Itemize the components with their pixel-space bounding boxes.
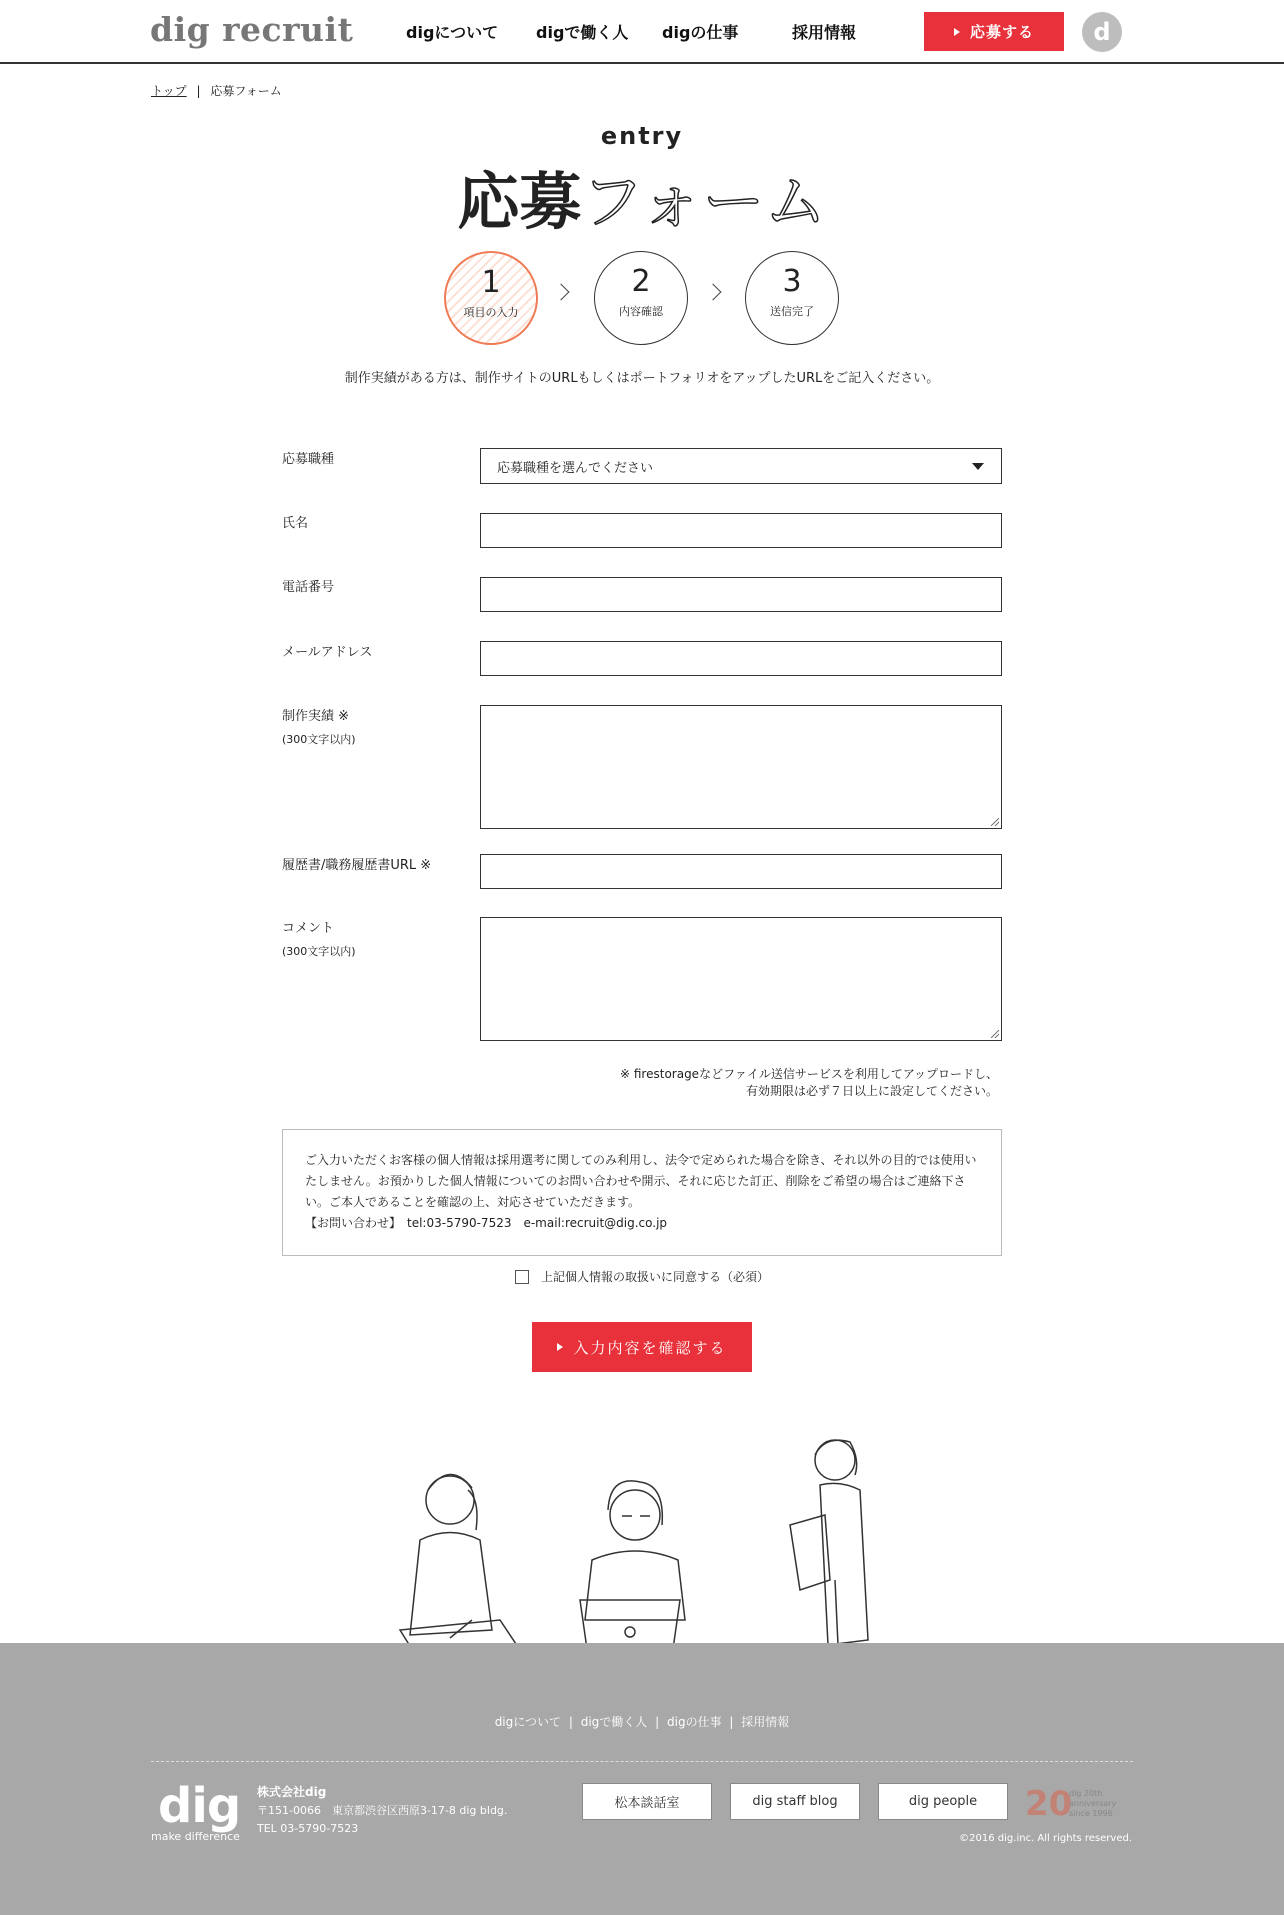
woman-laptop-illustration: [580, 1481, 700, 1670]
svg-text:20: 20: [1025, 1784, 1073, 1823]
apply-button-label: 応募する: [969, 23, 1034, 41]
upload-note: [620, 1066, 998, 1100]
comment-limit: (300文字以内): [282, 944, 356, 958]
caret-down-icon: [972, 463, 984, 470]
breadcrumb: [151, 82, 282, 99]
footer-nav-people[interactable]: digで働く人: [580, 1715, 648, 1729]
step-input: [444, 251, 538, 345]
name-input[interactable]: [480, 513, 1002, 548]
nav-recruit[interactable]: 採用情報: [792, 23, 857, 42]
works-textarea[interactable]: [480, 705, 1002, 829]
resize-handle-icon[interactable]: [991, 818, 999, 826]
footer-nav: [0, 1713, 1284, 1730]
privacy-contact: 【お問い合わせ】 tel:03-5790-7523 e-mail:recruit@dig.co.jp: [305, 1216, 668, 1230]
dig-people-button[interactable]: dig people: [878, 1783, 1008, 1820]
site-header: [0, 0, 1284, 64]
breadcrumb-separator: |: [196, 84, 201, 98]
site-logo[interactable]: dig recruit: [150, 10, 354, 49]
phone-label: 電話番号: [282, 580, 335, 595]
upload-note-line1: ※ firestorageなどファイル送信サービスを利用してアップロードし、: [620, 1067, 998, 1081]
staff-blog-button[interactable]: dig staff blog: [730, 1783, 860, 1820]
page-title-solid: 応募: [457, 165, 582, 238]
email-input[interactable]: [480, 641, 1002, 676]
matsumoto-room-button[interactable]: 松本談話室: [582, 1783, 712, 1820]
play-icon: [557, 1343, 563, 1351]
resume-label: 履歴書/職務履歴書URL ※: [282, 858, 432, 873]
email-label: メールアドレス: [282, 645, 373, 660]
apply-button[interactable]: [924, 12, 1064, 51]
step-label: 送信完了: [770, 305, 814, 318]
job-select[interactable]: [480, 448, 1002, 484]
company-address: 〒151-0066 東京都渋谷区西原3-17-8 dig bldg.: [257, 1804, 508, 1818]
step-number: 2: [631, 264, 651, 299]
confirm-button[interactable]: [532, 1322, 752, 1372]
company-info: [257, 1783, 507, 1837]
breadcrumb-current: 応募フォーム: [210, 84, 282, 98]
page-title-en: entry: [600, 122, 684, 150]
upload-note-line2: 有効期限は必ず７日以上に設定してください。: [745, 1083, 998, 1098]
company-tel: TEL 03-5790-7523: [257, 1821, 359, 1835]
name-label: 氏名: [282, 516, 309, 531]
job-select-value: 応募職種を選んでください: [497, 460, 654, 476]
footer-nav-recruit[interactable]: 採用情報: [741, 1715, 790, 1729]
privacy-text: ご入力いただくお客様の個人情報は採用選考に関してのみ利用し、法令で定められた場合を除き、それ以外の目的では使用いたしません。お預かりした個人情報についてのお問い合わせや開示、それに応じた訂正、削除をご希望の場合はご連絡下さい。ご本人であることを確認の上、対応させていただきます。: [305, 1153, 977, 1209]
footer-logo[interactable]: dig: [158, 1778, 241, 1834]
works-label: [282, 707, 356, 748]
svg-text:anniversary: anniversary: [1069, 1799, 1117, 1808]
page-title-outline: フォーム: [581, 165, 827, 238]
nav-about[interactable]: digについて: [406, 23, 499, 42]
footer-nav-work[interactable]: digの仕事: [667, 1715, 722, 1729]
play-icon: [954, 28, 960, 36]
footer-divider: [151, 1761, 1133, 1762]
comment-label-text: コメント: [282, 921, 335, 936]
svg-text:dig 20th: dig 20th: [1069, 1789, 1103, 1798]
comment-textarea[interactable]: [480, 917, 1002, 1041]
form-notice: 制作実績がある方は、制作サイトのURLもしくはポートフォリオをアップしたURLをご記入ください。: [344, 371, 940, 386]
resize-handle-icon[interactable]: [991, 1030, 999, 1038]
breadcrumb-home[interactable]: トップ: [151, 84, 187, 98]
works-limit: (300文字以内): [282, 732, 356, 746]
footer-nav-about[interactable]: digについて: [494, 1715, 562, 1729]
footer-nav-separator: |: [729, 1715, 734, 1729]
job-label: 応募職種: [282, 452, 335, 467]
step-complete: [745, 251, 839, 345]
footer-nav-separator: |: [568, 1715, 573, 1729]
privacy-policy-box: [282, 1129, 1002, 1256]
site-footer: [0, 1643, 1284, 1915]
step-confirm: [594, 251, 688, 345]
dig-home-icon[interactable]: d: [1082, 12, 1122, 52]
agree-checkbox[interactable]: [515, 1270, 529, 1284]
comment-label: [282, 919, 356, 960]
step-number: 1: [481, 265, 501, 300]
footer-nav-separator: |: [655, 1715, 660, 1729]
nav-people[interactable]: digで働く人: [536, 23, 629, 42]
svg-text:since 1996: since 1996: [1069, 1809, 1113, 1818]
company-name: 株式会社dig: [257, 1785, 327, 1799]
phone-input[interactable]: [480, 577, 1002, 612]
resume-url-input[interactable]: [480, 854, 1002, 889]
agree-label[interactable]: 上記個人情報の取扱いに同意する（必須）: [540, 1270, 769, 1284]
nav-work[interactable]: digの仕事: [662, 23, 739, 42]
agree-row: [0, 1268, 1284, 1285]
chevron-right-icon: [705, 284, 722, 301]
anniversary-logo: [1025, 1783, 1135, 1823]
woman-book-illustration: [790, 1440, 868, 1645]
footer-tagline: make difference: [151, 1830, 240, 1843]
step-number: 3: [782, 264, 802, 299]
step-label: 項目の入力: [463, 306, 519, 319]
page-title: [0, 152, 1284, 241]
chevron-right-icon: [553, 284, 570, 301]
copyright: ©2016 dig.inc. All rights reserved.: [959, 1833, 1132, 1844]
step-label: 内容確認: [619, 305, 663, 318]
confirm-button-label: 入力内容を確認する: [573, 1338, 727, 1357]
works-label-text: 制作実績 ※: [282, 709, 350, 724]
